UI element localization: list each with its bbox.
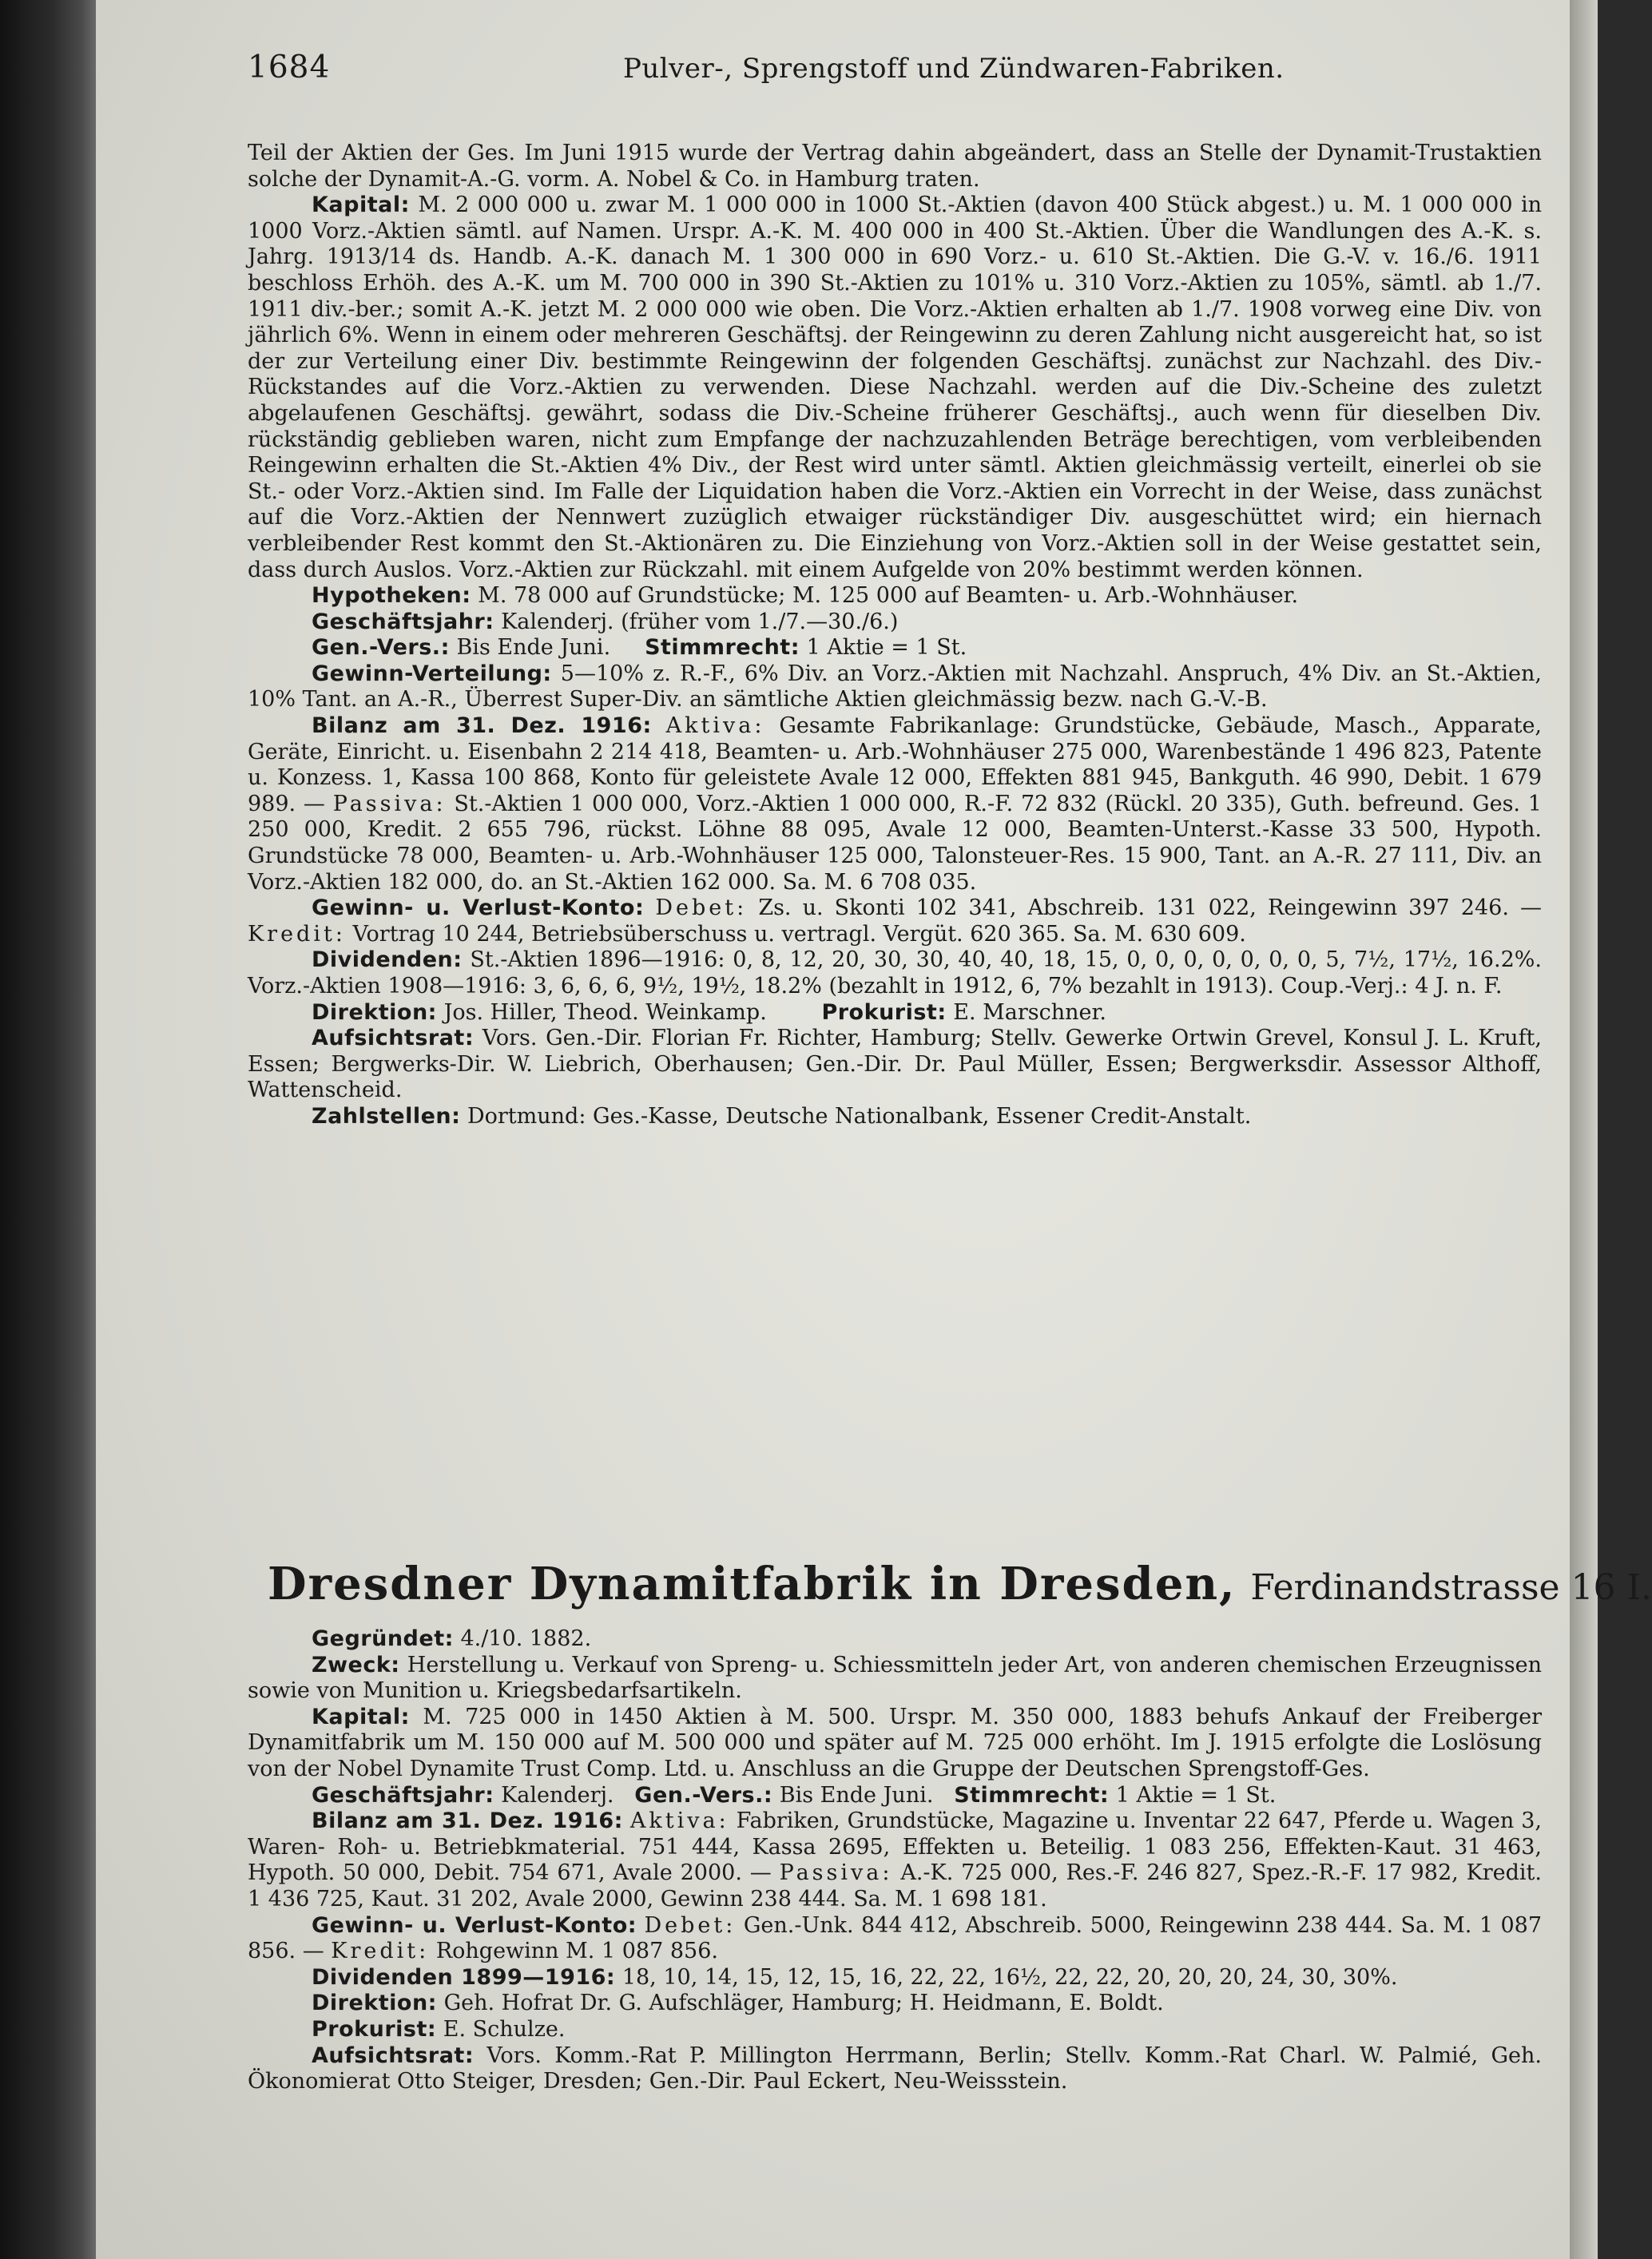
company-address: Ferdinandstrasse 16 I.: [1250, 1567, 1652, 1608]
text-run: 18, 10, 14, 15, 12, 15, 16, 22, 22, 16½, 22, 22, 20, 20, 20, 24, 30, 30%.: [621, 1964, 1398, 1990]
stimmrecht-label: Stimmrecht:: [645, 635, 800, 661]
genvers-label-2: Gen.-Vers.:: [634, 1782, 773, 1808]
company-entry-dresdner: [248, 1626, 1542, 2095]
page-number: 1684: [248, 50, 331, 85]
company-heading: [268, 1558, 1652, 1610]
bilanz-paragraph-2: [248, 1808, 1542, 1912]
text-run: 1 Aktie = 1 St.: [806, 635, 967, 661]
bilanz-label-2: Bilanz am 31. Dez. 1916:: [312, 1808, 623, 1834]
direktion-label: Direktion:: [312, 999, 437, 1025]
text-run: Jos. Hiller, Theod. Weinkamp.: [443, 999, 767, 1025]
dividenden-label-2: Dividenden 1899—1916:: [312, 1964, 616, 1990]
debet-label: Debet:: [655, 895, 748, 921]
zweck-label: Zweck:: [312, 1652, 400, 1677]
hypotheken-paragraph: [248, 583, 1542, 609]
kapital-paragraph: [248, 193, 1542, 583]
text-run: St.-Aktien 1 000 000, Vorz.-Aktien 1 000 000, R.-F. 72 832 (Rückl. 20 335), Guth. befreund. Ges. 1 250 000, Kredit. 2 655 796, rückst. Löhne 88 095, Avale 12 000, Beamten-Unterst.-Kasse 33 500, Hypoth. Grundstücke 78 000, Beamten- u. Arb.-Wohnhäuser 125 000, Talonsteuer-Res. 15 900, Tant. an A.-R. 27 111, Div. an Vorz.-Aktien 182 000, do. an St.-Aktien 162 000. Sa. M. 6 708 035.: [248, 791, 1542, 895]
guv-label-2: Gewinn- u. Verlust-Konto:: [312, 1912, 637, 1938]
bilanz-label: Bilanz am 31. Dez. 1916:: [312, 713, 652, 739]
text-run: 5—10% z. R.-F., 6% Div. an Vorz.-Aktien mit Nachzahl. Anspruch, 4% Div. an St.-Aktien, 10% Tant. an A.-R., Überrest Super-Div. an sämtliche Aktien gleichmässig bezw. nach G.-V.-B.: [248, 661, 1542, 713]
gewinnverteilung-paragraph: [248, 661, 1542, 713]
guv-paragraph-2: [248, 1913, 1542, 1965]
genvers-paragraph: [248, 635, 1542, 661]
text-run: Zs. u. Skonti 102 341, Abschreib. 131 022, Reingewinn 397 246. —: [758, 895, 1542, 921]
gegruendet-label: Gegründet:: [312, 1626, 454, 1651]
zweck-paragraph: [248, 1653, 1542, 1705]
text-run: St.-Aktien 1896—1916: 0, 8, 12, 20, 30, 30, 40, 40, 18, 15, 0, 0, 0, 0, 0, 0, 0, 5, 7½, 17½, 16.2%. Vorz.-Aktien 1908—1916: 3, 6, 6, 6, 9½, 19½, 18.2% (bezahlt in 1912, 6, 7% bezahlt in 1913). Coup.-Verj.: 4 J. n. F.: [248, 947, 1542, 998]
page-header: [152, 50, 1558, 97]
zahlstellen-label: Zahlstellen:: [312, 1103, 461, 1129]
text-run: 4./10. 1882.: [460, 1626, 592, 1651]
prokurist-paragraph-2: [248, 2017, 1542, 2043]
text-run: Kalenderj.: [501, 1782, 614, 1808]
zahlstellen-paragraph: [248, 1104, 1542, 1130]
guv-label: Gewinn- u. Verlust-Konto:: [312, 895, 645, 921]
kredit-label: Kredit:: [248, 921, 346, 947]
aktiva-label-2: Aktiva:: [629, 1808, 729, 1834]
text-run: Geh. Hofrat Dr. G. Aufschläger, Hamburg; H. Heidmann, E. Boldt.: [443, 1991, 1164, 2016]
text-run: 1 Aktie = 1 St.: [1115, 1782, 1277, 1808]
aufsichtsrat-label-2: Aufsichtsrat:: [312, 2043, 475, 2068]
text-run: E. Schulze.: [443, 2016, 566, 2042]
guv-paragraph: [248, 895, 1542, 947]
intro-paragraph: [248, 141, 1542, 193]
passiva-label-2: Passiva:: [779, 1860, 893, 1886]
geschaeftsjahr-label: Geschäftsjahr:: [312, 609, 494, 634]
debet-label-2: Debet:: [644, 1912, 737, 1938]
text-run: E. Marschner.: [953, 999, 1107, 1025]
text-run: Rohgewinn M. 1 087 856.: [435, 1939, 718, 1964]
text-run: Dortmund: Ges.-Kasse, Deutsche Nationalbank, Essener Credit-Anstalt.: [467, 1103, 1252, 1129]
text-run: M. 725 000 in 1450 Aktien à M. 500. Urspr. M. 350 000, 1883 behufs Ankauf der Freiberger Dynamitfabrik um M. 150 000 auf M. 500 000 und später auf M. 725 000 erhöht. Im J. 1915 erfolgte die Loslösung von der Nobel Dynamite Trust Comp. Ltd. u. Anschluss an die Gruppe der Deutschen Sprengstoff-Ges.: [248, 1704, 1542, 1781]
text-run: Gen.-Unk. 844 412, Abschreib. 5000, Reingewinn 238 444. Sa. M. 1 087 856. —: [248, 1912, 1542, 1964]
book-spine-shadow: [0, 0, 96, 2259]
kapital-label-2: Kapital:: [312, 1704, 410, 1729]
text-run: Bis Ende Juni.: [779, 1782, 934, 1808]
prokurist-label-2: Prokurist:: [312, 2016, 437, 2042]
company-entry-continued: [248, 141, 1542, 1130]
aufsichtsrat-label: Aufsichtsrat:: [312, 1026, 475, 1051]
genvers-label: Gen.-Vers.:: [312, 635, 450, 661]
geschaeftsjahr-label-2: Geschäftsjahr:: [312, 1782, 494, 1808]
direktion-paragraph-2: [248, 1991, 1542, 2017]
gegruendet-paragraph: [248, 1626, 1542, 1653]
text-run: Vortrag 10 244, Betriebsüberschuss u. vertragl. Vergüt. 620 365. Sa. M. 630 609.: [352, 921, 1246, 947]
kapital-paragraph-2: [248, 1705, 1542, 1783]
dividenden-paragraph: [248, 947, 1542, 999]
geschaeftsjahr-paragraph: [248, 609, 1542, 636]
text-run: Vors. Komm.-Rat P. Millington Herrmann, Berlin; Stellv. Komm.-Rat Charl. W. Palmié, Geh. Ökonomierat Otto Steiger, Dresden; Gen.-Dir. Paul Eckert, Neu-Weissstein.: [248, 2043, 1542, 2094]
kapital-label: Kapital:: [312, 193, 410, 218]
page-edge: [1570, 0, 1598, 2259]
text-run: Vors. Gen.-Dir. Florian Fr. Richter, Hamburg; Stellv. Gewerke Ortwin Grevel, Konsul J. L. Kruft, Essen; Bergwerks-Dir. W. Liebrich, Oberhausen; Gen.-Dir. Dr. Paul Müller, Essen; Bergwerksdir. Assessor Althoff, Wattenscheid.: [248, 1026, 1542, 1103]
hypotheken-label: Hypotheken:: [312, 583, 471, 609]
aufsichtsrat-paragraph: [248, 1026, 1542, 1104]
aktiva-label: Aktiva:: [665, 713, 765, 739]
aufsichtsrat-paragraph-2: [248, 2043, 1542, 2095]
text-run: M. 78 000 auf Grundstücke; M. 125 000 auf Beamten- u. Arb.-Wohnhäuser.: [478, 583, 1299, 609]
text-run: M. 2 000 000 u. zwar M. 1 000 000 in 1000 St.-Aktien (davon 400 Stück abgest.) u. M. 1 000 000 in 1000 Vorz.-Aktien sämtl. auf Namen. Urspr. A.-K. M. 400 000 in 400 St.-Aktien. Über die Wandlungen des A.-K. s. Jahrg. 1913/14 ds. Handb. A.-K. danach M. 1 300 000 in 690 Vorz.- u. 610 St.-Aktien. Die G.-V. v. 16./6. 1911 beschloss Erhöh. des A.-K. um M. 700 000 in 390 St.-Aktien zu 101% u. 310 Vorz.-Aktien zu 105%, sämtl. ab 1./7. 1911 div.-ber.; somit A.-K. jetzt M. 2 000 000 wie oben. Die Vorz.-Aktien erhalten ab 1./7. 1908 vorweg eine Div. von jährlich 6%. Wenn in einem oder mehreren Geschäftsj. der Reingewinn zu deren Zahlung nicht ausgereicht hat, so ist der zur Verteilung einer Div. bestimmte Reingewinn der folgenden Geschäftsj. zunächst zur Nachzahl. des Div.-Rückstandes auf die Vorz.-Aktien zu verwenden. Diese Nachzahl. werden auf die Div.-Scheine des zuletzt abgelaufenen Geschäftsj. gewährt, sodass die Div.-Scheine früherer Geschäftsj., auch wenn für dieselben Div. rückständig geblieben waren, nicht zum Empfange der nachzuzahlenden Beträge berechtigen, vom verbleibenden Reingewinn erhalten die St.-Aktien 4% Div., der Rest wird unter sämtl. Aktien gleichmässig verteilt, einerlei ob sie St.- oder Vorz.-Aktien sind. Im Falle der Liquidation haben die Vorz.-Aktien ein Vorrecht in der Weise, dass zunächst auf die Vorz.-Aktien der Nennwert zuzüglich etwaiger rückständiger Div. ausgeschüttet wird; ein hiernach verbleibender Rest kommt den St.-Aktionären zu. Die Einziehung von Vorz.-Aktien soll in der Weise gestattet sein, dass durch Auslos. Vorz.-Aktien zur Rückzahl. mit einem Aufgelde von 20% bestimmt werden können.: [248, 193, 1542, 582]
kredit-label-2: Kredit:: [331, 1939, 430, 1964]
text-run: Herstellung u. Verkauf von Spreng- u. Schiessmitteln jeder Art, von anderen chemischen Erzeugnissen sowie von Munition u. Kriegsbedarfsartikeln.: [248, 1652, 1542, 1704]
text-run: Gesamte Fabrikanlage: Grundstücke, Gebäude, Masch., Apparate, Geräte, Einricht. u. Eisenbahn 2 214 418, Beamten- u. Arb.-Wohnhäuser 275 000, Warenbestände 1 496 823, Patente u. Konzess. 1, Kassa 100 868, Konto für geleistete Avale 12 000, Effekten 881 945, Bankguth. 46 990, Debit. 1 679 989. —: [248, 713, 1543, 816]
dividenden-label: Dividenden:: [312, 947, 463, 973]
text-run: A.-K. 725 000, Res.-F. 246 827, Spez.-R.-F. 17 982, Kredit. 1 436 725, Kaut. 31 202, Avale 2000, Gewinn 238 444. Sa. M. 1 698 181.: [248, 1860, 1542, 1912]
direktion-paragraph: [248, 1000, 1542, 1026]
running-title: Pulver-, Sprengstoff und Zündwaren-Fabriken.: [623, 53, 1285, 85]
prokurist-label: Prokurist:: [821, 999, 947, 1025]
text-run: Teil der Aktien der Ges. Im Juni 1915 wurde der Vertrag dahin abgeändert, dass an Stelle der Dynamit-Trustaktien solche der Dynamit-A.-G. vorm. A. Nobel & Co. in Hamburg traten.: [248, 141, 1542, 192]
direktion-label-2: Direktion:: [312, 1991, 437, 2016]
bilanz-paragraph: [248, 713, 1542, 895]
text-run: Kalenderj. (früher vom 1./7.—30./6.): [501, 609, 899, 634]
text-run: Bis Ende Juni.: [456, 635, 611, 661]
passiva-label: Passiva:: [332, 791, 447, 816]
geschaeftsjahr-paragraph-2: [248, 1783, 1542, 1809]
dividenden-paragraph-2: [248, 1965, 1542, 1991]
gewinnverteilung-label: Gewinn-Verteilung:: [312, 661, 552, 686]
text-run: Fabriken, Grundstücke, Magazine u. Inventar 22 647, Pferde u. Wagen 3, Waren- Roh- u. Betriebkmaterial. 751 444, Kassa 2695, Effekten u. Beteilig. 1 083 256, Effekten-Kaut. 31 463, Hypoth. 50 000, Debit. 754 671, Avale 2000. —: [248, 1808, 1542, 1886]
stimmrecht-label-2: Stimmrecht:: [954, 1782, 1110, 1808]
company-name: Dresdner Dynamitfabrik in Dresden,: [268, 1558, 1237, 1610]
